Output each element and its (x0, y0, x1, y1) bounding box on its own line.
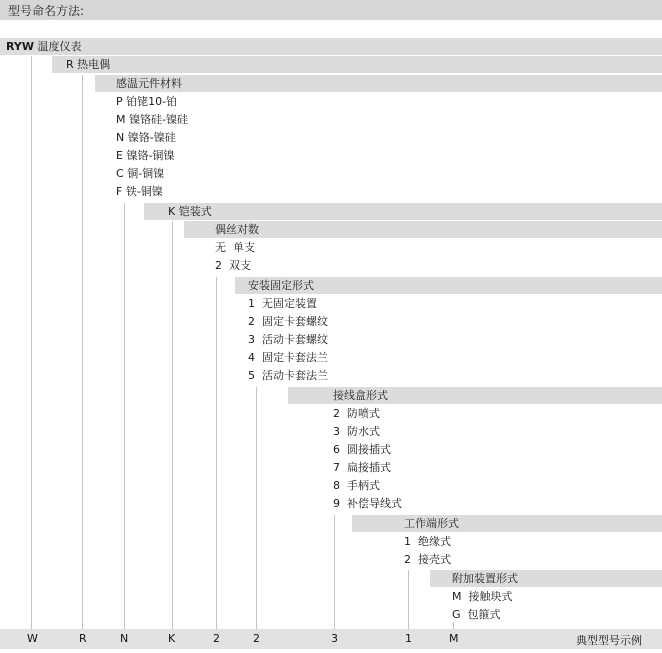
example-code: 2 (213, 632, 220, 645)
armored-label: 铠装式 (178, 205, 212, 218)
level1-label: 热电偶 (77, 58, 111, 71)
armored-bar (144, 203, 662, 220)
junction-option: 3 防水式 (333, 425, 380, 438)
example-code: N (120, 632, 129, 645)
armored-code: K (168, 205, 176, 218)
sensor-option: C 铜-铜镍 (116, 167, 165, 180)
example-code: 1 (405, 632, 412, 645)
workend-option: 1 绝缘式 (404, 535, 451, 548)
connector-line-mount (256, 387, 257, 629)
level0-code: RYW (6, 40, 34, 53)
level0-bar (0, 38, 662, 55)
workend-header: 工作端形式 (404, 517, 459, 530)
accessory-header: 附加装置形式 (452, 572, 518, 585)
accessory-option: M 接触块式 (452, 590, 513, 603)
sensor-option: P 铂铑10-铂 (116, 95, 178, 108)
sensor-option: F 铁-铜镍 (116, 185, 163, 198)
workend-option: 2 接壳式 (404, 553, 451, 566)
level1-code: R (66, 58, 74, 71)
junction-option: 6 圆接插式 (333, 443, 391, 456)
pairs-option: 2 双支 (215, 259, 251, 272)
level1-bar (52, 56, 662, 73)
junction-option: 7 扁接插式 (333, 461, 391, 474)
connector-line-workend (408, 570, 409, 629)
pairs-option: 无 单支 (215, 241, 255, 254)
example-code: K (168, 632, 176, 645)
junction-header: 接线盒形式 (333, 389, 388, 402)
workend-bar (352, 515, 662, 532)
junction-option: 9 补偿导线式 (333, 497, 402, 510)
page-title: 型号命名方法: (8, 4, 85, 18)
pairs-header: 偶丝对数 (215, 223, 259, 236)
example-label: 典型型号示例 (576, 634, 642, 647)
mounting-option: 5 活动卡套法兰 (248, 369, 328, 382)
sensor-header: 感温元件材料 (116, 77, 182, 90)
junction-option: 2 防喷式 (333, 407, 380, 420)
connector-line-w (31, 56, 32, 629)
mounting-option: 4 固定卡套法兰 (248, 351, 328, 364)
accessory-option: G 包箍式 (452, 608, 501, 621)
level1-row (66, 58, 110, 72)
example-code: R (79, 632, 87, 645)
connector-line-r (82, 75, 83, 629)
mounting-option: 2 固定卡套螺纹 (248, 315, 328, 328)
level0-label: 温度仪表 (37, 40, 82, 53)
heading-band (0, 0, 662, 20)
armored-row (168, 205, 212, 219)
example-code: 3 (331, 632, 338, 645)
connector-line-accessory (453, 622, 454, 629)
connector-line-n (124, 203, 125, 629)
mounting-header: 安装固定形式 (248, 279, 314, 292)
example-code: W (27, 632, 38, 645)
mounting-option: 3 活动卡套螺纹 (248, 333, 328, 346)
example-code: M (449, 632, 459, 645)
sensor-option: M 镍铬硅-镍硅 (116, 113, 188, 126)
mounting-option: 1 无固定装置 (248, 297, 317, 310)
junction-option: 8 手柄式 (333, 479, 380, 492)
sensor-option: E 镍铬-铜镍 (116, 149, 175, 162)
connector-line-k (172, 221, 173, 629)
sensor-option: N 镍铬-镍硅 (116, 131, 176, 144)
level0-row (6, 40, 81, 54)
example-code: 2 (253, 632, 260, 645)
connector-line-junction (334, 515, 335, 629)
connector-line-pairs (216, 277, 217, 629)
